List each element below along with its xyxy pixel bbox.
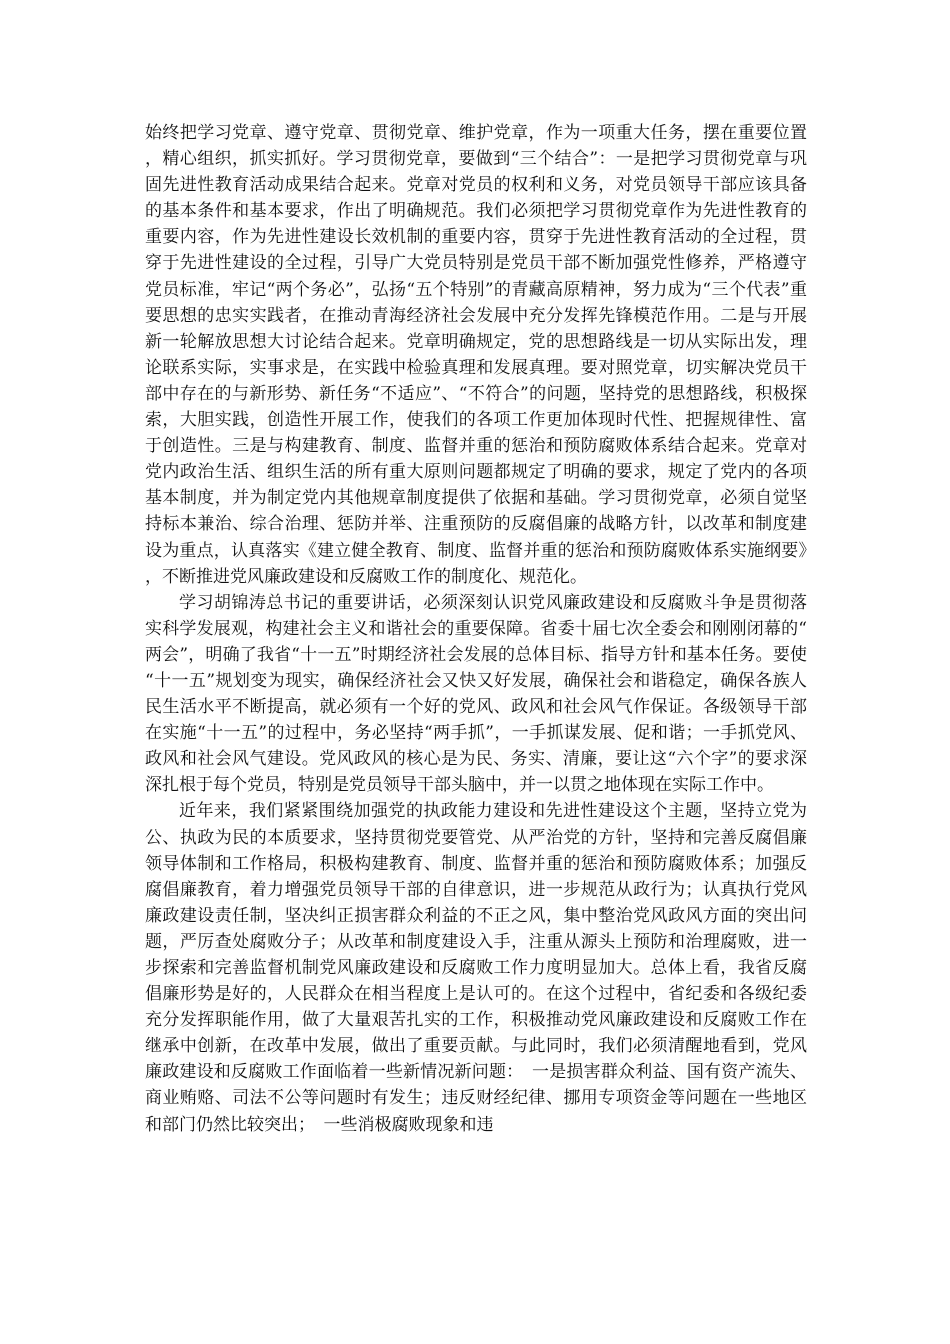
document-body — [145, 120, 807, 1138]
paragraph-1: 始终把学习党章、遵守党章、贯彻党章、维护党章，作为一项重大任务，摆在重要位置，精心组织，抓实抓好。学习贯彻党章，要做到“三个结合”：一是把学习贯彻党章与巩固先进性教育活动成果结合起来。党章对党员的权利和义务，对党员领导干部应该具备的基本条件和基本要求，作出了明确规范。我们必须把学习贯彻党章作为先进性教育的重要内容，作为先进性建设长效机制的重要内容，贯穿于先进性教育活动的全过程，贯穿于先进性建设的全过程，引导广大党员特别是党员干部不断加强党性修养，严格遵守党员标准，牢记“两个务必”，弘扬“五个特别”的青藏高原精神，努力成为“三个代表”重要思想的忠实实践者，在推动青海经济社会发展中充分发挥先锋模范作用。二是与开展新一轮解放思想大讨论结合起来。党章明确规定，党的思想路线是一切从实际出发，理论联系实际，实事求是，在实践中检验真理和发展真理。要对照党章，切实解决党员干部中存在的与新形势、新任务“不适应”、“不符合”的问题，坚持党的思想路线，积极探索，大胆实践，创造性开展工作，使我们的各项工作更加体现时代性、把握规律性、富于创造性。三是与构建教育、制度、监督并重的惩治和预防腐败体系结合起来。党章对党内政治生活、组织生活的所有重大原则问题都规定了明确的要求，规定了党内的各项基本制度，并为制定党内其他规章制度提供了依据和基础。学习贯彻党章，必须自觉坚持标本兼治、综合治理、惩防并举、注重预防的反腐倡廉的战略方针，以改革和制度建设为重点，认真落实《建立健全教育、制度、监督并重的惩治和预防腐败体系实施纲要》，不断推进党风廉政建设和反腐败工作的制度化、规范化。 — [145, 123, 807, 587]
paragraph-2: 学习胡锦涛总书记的重要讲话，必须深刻认识党风廉政建设和反腐败斗争是贯彻落实科学发展观，构建社会主义和谐社会的重要保障。省委十届七次全委会和刚刚闭幕的“两会”，明确了我省“十一五”时期经济社会发展的总体目标、指导方针和基本任务。要使“十一五”规划变为现实，确保经济社会又快又好发展，确保社会和谐稳定，确保各族人民生活水平不断提高，就必须有一个好的党风、政风和社会风气作保证。各级领导干部在实施“十一五”的过程中，务必坚持“两手抓”，一手抓谋发展、促和谐；一手抓党风、政风和社会风气建设。党风政风的核心是为民、务实、清廉，要让这“六个字”的要求深深扎根于每个党员，特别是党员领导干部头脑中，并一以贯之地体现在实际工作中。 — [145, 592, 807, 796]
paragraph-3: 近年来，我们紧紧围绕加强党的执政能力建设和先进性建设这个主题，坚持立党为公、执政为民的本质要求，坚持贯彻党要管党、从严治党的方针，坚持和完善反腐倡廉领导体制和工作格局，积极构建教育、制度、监督并重的惩治和预防腐败体系；加强反腐倡廉教育，着力增强党员领导干部的自律意识，进一步规范从政行为；认真执行党风廉政建设责任制，坚决纠正损害群众利益的不正之风，集中整治党风政风方面的突出问题，严厉查处腐败分子；从改革和制度建设入手，注重从源头上预防和治理腐败，进一步探索和完善监督机制党风廉政建设和反腐败工作力度明显加大。总体上看，我省反腐倡廉形势是好的，人民群众在相当程度上是认可的。在这个过程中，省纪委和各级纪委充分发挥职能作用，做了大量艰苦扎实的工作，积极推动党风廉政建设和反腐败工作在继承中创新，在改革中发展，做出了重要贡献。与此同时，我们必须清醒地看到，党风廉政建设和反腐败工作面临着一些新情况新问题： 一是损害群众利益、国有资产流失、商业贿赂、司法不公等问题时有发生；违反财经纪律、挪用专项资金等问题在一些地区和部门仍然比较突出； 一些消极腐败现象和违 — [145, 801, 807, 1135]
